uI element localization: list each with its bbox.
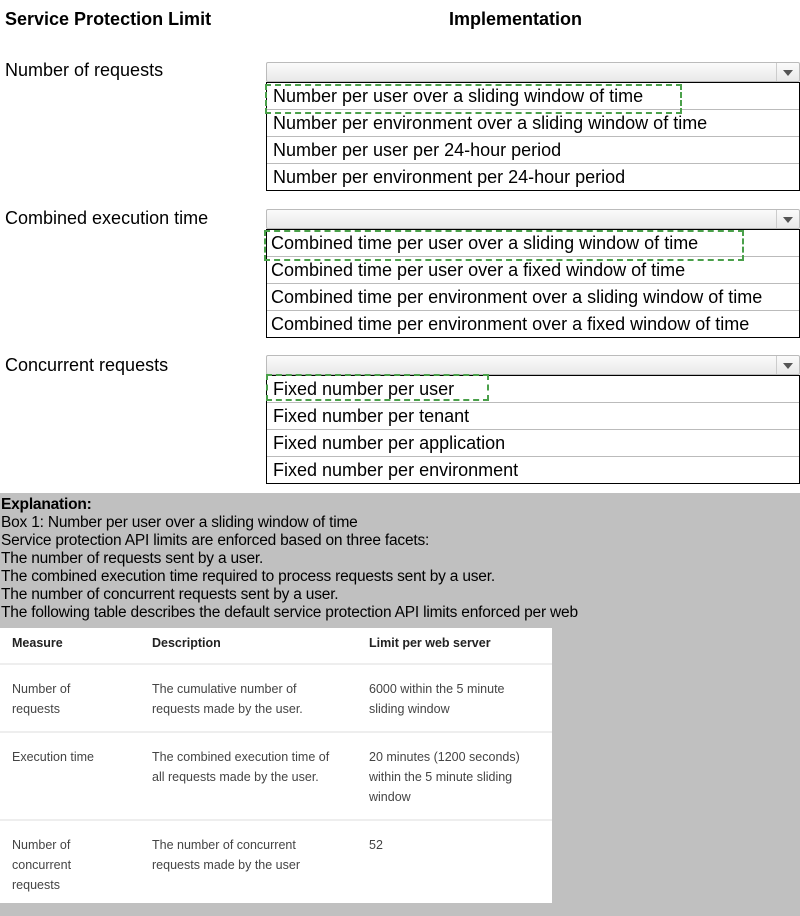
label-combined-execution-time: Combined execution time [5, 208, 209, 228]
chevron-down-icon[interactable] [776, 356, 799, 374]
implementation-header: Implementation [449, 9, 583, 29]
option[interactable]: Fixed number per environment [267, 456, 799, 483]
cell: Number of requests [12, 682, 71, 716]
explanation-line: Service protection API limits are enforced based on three facets: [1, 532, 430, 549]
cell: 6000 within the 5 minute sliding window [369, 682, 505, 716]
cell: The combined execution time of all requests made by the user. [152, 750, 330, 784]
table-row [0, 819, 552, 907]
column-header: Measure [12, 636, 63, 650]
explanation-line: The combined execution time required to process requests sent by a user. [1, 568, 495, 585]
cell: Execution time [12, 750, 94, 764]
explanation-line: Box 1: Number per user over a sliding window of time [1, 514, 358, 531]
explanation-line: The number of concurrent requests sent by a user. [1, 586, 339, 603]
column-header: Description [152, 636, 221, 650]
option[interactable]: Combined time per environment over a sliding window of time [267, 283, 799, 310]
table-row [0, 731, 552, 819]
column-header: Limit per web server [369, 636, 491, 650]
chevron-down-icon[interactable] [776, 210, 799, 228]
option[interactable]: Fixed number per user [273, 379, 455, 399]
label-number-of-requests: Number of requests [5, 60, 164, 80]
table-header-row [0, 628, 552, 663]
option[interactable]: Number per user per 24-hour period [267, 136, 799, 163]
option[interactable]: Combined time per user over a sliding window of time [271, 233, 699, 253]
options-concurrent-requests [266, 375, 800, 484]
option[interactable]: Number per environment over a sliding window of time [267, 109, 799, 136]
option[interactable]: Number per environment per 24-hour period [267, 163, 799, 190]
table-row [0, 663, 552, 731]
options-combined-execution-time [266, 229, 800, 338]
limits-table [0, 628, 552, 903]
dropdown-combined-execution-time[interactable] [266, 209, 800, 229]
option[interactable]: Number per user over a sliding window of time [273, 86, 644, 106]
option[interactable]: Combined time per environment over a fixed window of time [267, 310, 799, 337]
explanation-text [1, 496, 578, 622]
explanation-line: The number of requests sent by a user. [1, 550, 264, 567]
dropdown-concurrent-requests[interactable] [266, 355, 800, 375]
explanation-line: The following table describes the default service protection API limits enforced per web [1, 604, 578, 621]
chevron-down-icon[interactable] [776, 63, 799, 81]
cell: 20 minutes (1200 seconds) within the 5 minute sliding window [369, 750, 520, 804]
cell: The cumulative number of requests made by the user. [152, 682, 303, 716]
option[interactable]: Fixed number per tenant [267, 402, 799, 429]
cell: Number of concurrent requests [12, 838, 72, 892]
label-concurrent-requests: Concurrent requests [5, 355, 169, 375]
limit-header: Service Protection Limit [5, 9, 212, 29]
explanation-title: Explanation: [1, 496, 92, 513]
option[interactable]: Combined time per user over a fixed window of time [267, 256, 799, 283]
option[interactable]: Fixed number per application [267, 429, 799, 456]
cell: 52 [369, 838, 383, 852]
cell: The number of concurrent requests made by the user [152, 838, 300, 872]
options-number-of-requests [266, 82, 800, 191]
dropdown-number-of-requests[interactable] [266, 62, 800, 82]
